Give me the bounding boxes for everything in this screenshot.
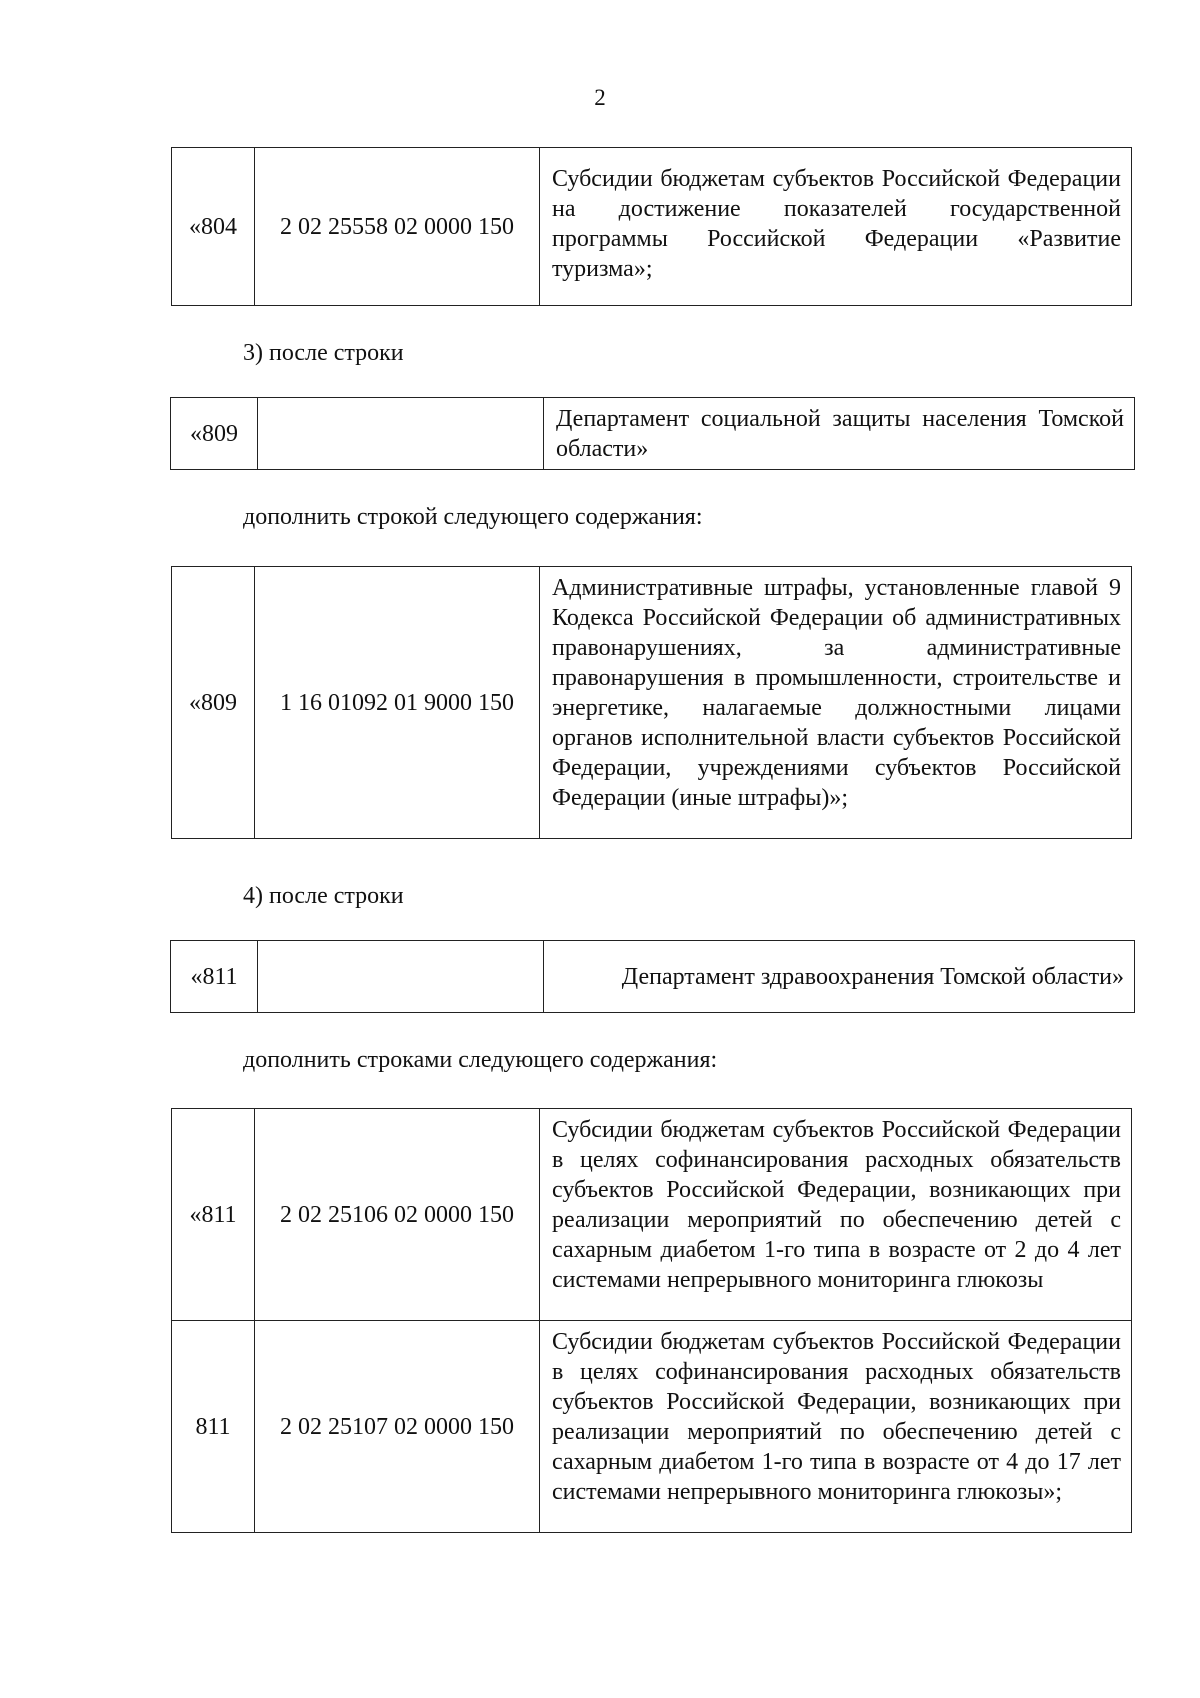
table-row [171, 398, 1135, 470]
kbk-cell [258, 398, 544, 470]
paragraph-after-row-3: 3) после строки [243, 340, 404, 366]
table-row [172, 1321, 1132, 1533]
code-cell: «809 [172, 567, 255, 839]
table-social-protection-department [170, 397, 1135, 470]
code-cell: «804 [172, 148, 255, 306]
kbk-cell: 2 02 25106 02 0000 150 [255, 1109, 540, 1321]
description-cell: Департамент здравоохранения Томской области» [544, 941, 1135, 1013]
paragraph-add-row: дополнить строкой следующего содержания: [243, 504, 703, 530]
code-cell: 811 [172, 1321, 255, 1533]
paragraph-add-rows: дополнить строками следующего содержания: [243, 1047, 718, 1073]
kbk-cell: 1 16 01092 01 9000 150 [255, 567, 540, 839]
kbk-cell: 2 02 25558 02 0000 150 [255, 148, 540, 306]
description-cell: Субсидии бюджетам субъектов Российской Федерации в целях софинансирования расходных обязательств субъектов Российской Федерации, возникающих при реализации мероприятий по обеспечению детей с сахарным диабетом 1-го типа в возрасте от 4 до 17 лет системами непрерывного мониторинга глюкозы»; [540, 1321, 1132, 1533]
page-number: 2 [594, 85, 606, 110]
table-health-department [170, 940, 1135, 1013]
table-subsidy-tourism [171, 147, 1132, 306]
code-cell: «811 [171, 941, 258, 1013]
kbk-cell [258, 941, 544, 1013]
table-row [171, 941, 1135, 1013]
description-cell: Субсидии бюджетам субъектов Российской Федерации на достижение показателей государственной программы Российской Федерации «Развитие туризма»; [540, 148, 1132, 306]
code-cell: «809 [171, 398, 258, 470]
table-diabetes-subsidies [171, 1108, 1132, 1533]
kbk-cell: 2 02 25107 02 0000 150 [255, 1321, 540, 1533]
description-cell: Департамент социальной защиты населения Томской области» [544, 398, 1135, 470]
table-row [172, 148, 1132, 306]
table-administrative-fines [171, 566, 1132, 839]
table-row [172, 1109, 1132, 1321]
table-row [172, 567, 1132, 839]
code-cell: «811 [172, 1109, 255, 1321]
paragraph-after-row-4: 4) после строки [243, 883, 404, 909]
description-cell: Субсидии бюджетам субъектов Российской Федерации в целях софинансирования расходных обязательств субъектов Российской Федерации, возникающих при реализации мероприятий по обеспечению детей с сахарным диабетом 1-го типа в возрасте от 2 до 4 лет системами непрерывного мониторинга глюкозы [540, 1109, 1132, 1321]
description-cell: Административные штрафы, установленные главой 9 Кодекса Российской Федерации об административных правонарушениях, за административные правонарушения в промышленности, строительстве и энергетике, налагаемые должностными лицами органов исполнительной власти субъектов Российской Федерации, учреждениями субъектов Российской Федерации (иные штрафы)»; [540, 567, 1132, 839]
